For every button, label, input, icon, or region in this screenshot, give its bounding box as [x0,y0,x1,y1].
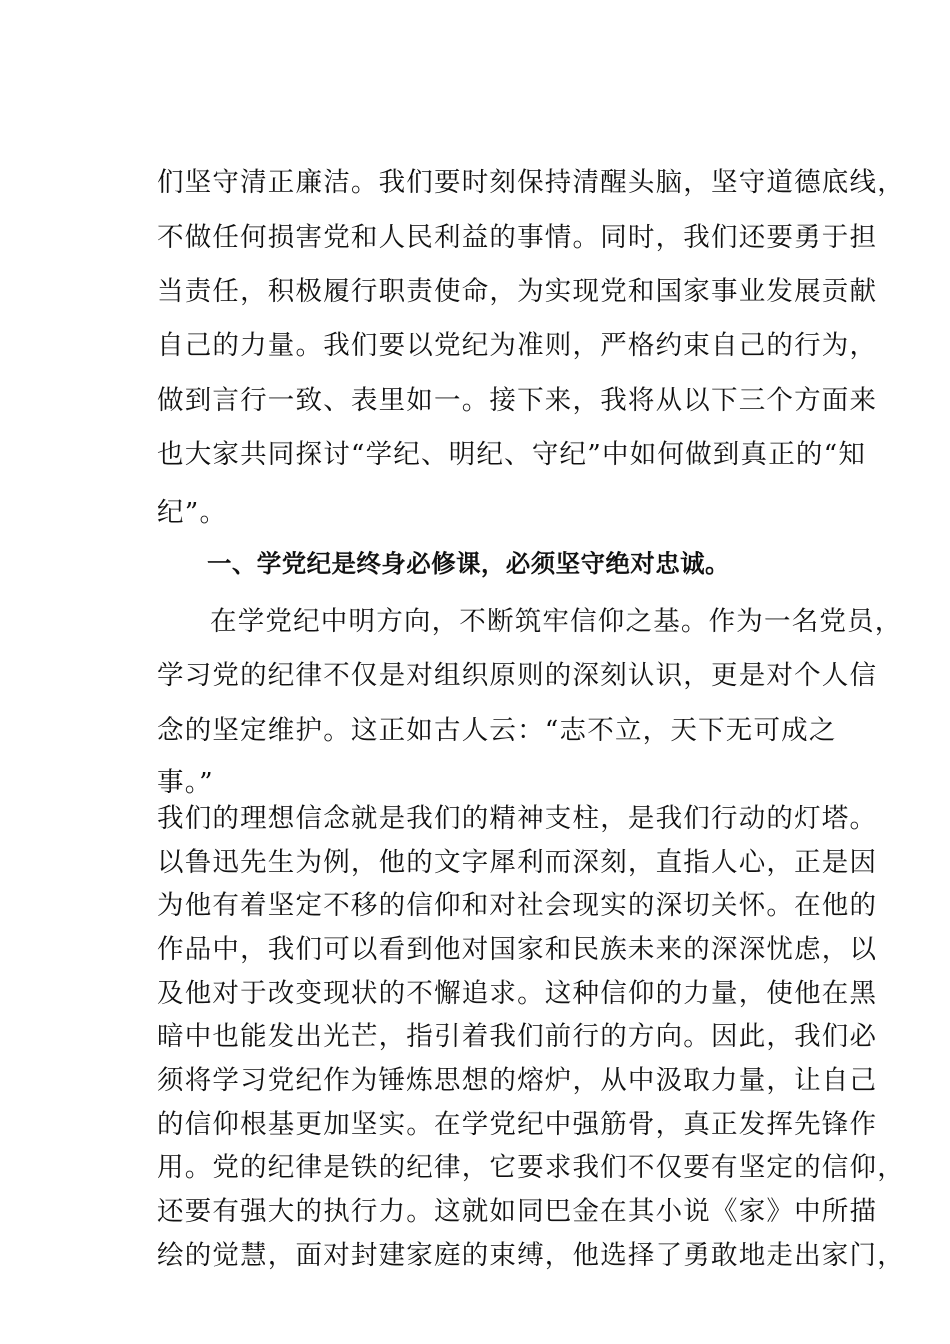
text-line: 事。” [157,767,214,798]
text-line: 自己的力量。我们要以党纪为准则，严格约束自己的行为， [157,330,878,361]
text-line: 为他有着坚定不移的信仰和对社会现实的深切关怀。在他的 [157,890,878,921]
text-line: 用。党的纪律是铁的纪律，它要求我们不仅要有坚定的信仰， [157,1152,905,1183]
text-line: 在学党纪中明方向，不断筑牢信仰之基。作为一名党员， [210,606,903,637]
text-line: 做到言行一致、表里如一。接下来，我将从以下三个方面来 [157,385,878,416]
text-line: 念的坚定维护。这正如古人云：“志不立，天下无可成之 [157,715,837,746]
text-line: 们坚守清正廉洁。我们要时刻保持清醒头脑，坚守道德底线， [157,167,905,198]
text-line: 不做任何损害党和人民利益的事情。同时，我们还要勇于担 [157,222,878,253]
text-line: 的信仰根基更加坚实。在学党纪中强筋骨，真正发挥先锋作 [157,1109,878,1140]
text-line: 绘的觉慧，面对封建家庭的束缚，他选择了勇敢地走出家门， [157,1240,905,1271]
text-line: 还要有强大的执行力。这就如同巴金在其小说《家》中所描 [157,1196,878,1227]
text-line: 也大家共同探讨“学纪、明纪、守纪”中如何做到真正的“知 [157,439,867,470]
text-line: 作品中，我们可以看到他对国家和民族未来的深深忧虑，以 [157,934,878,965]
section-heading: 一、学党纪是终身必修课，必须坚守绝对忠诚。 [207,549,730,578]
text-line: 纪”。 [157,497,228,528]
text-line: 须将学习党纪作为锤炼思想的熔炉，从中汲取力量，让自己 [157,1065,878,1096]
text-line: 学习党的纪律不仅是对组织原则的深刻认识，更是对个人信 [157,660,878,691]
text-line: 以鲁迅先生为例，他的文字犀利而深刻，直指人心，正是因 [157,847,878,878]
text-line: 暗中也能发出光芒，指引着我们前行的方向。因此，我们必 [157,1021,878,1052]
text-line: 当责任，积极履行职责使命，为实现党和国家事业发展贡献 [157,276,878,307]
text-line: 及他对于改变现状的不懈追求。这种信仰的力量，使他在黑 [157,978,878,1009]
text-line: 我们的理想信念就是我们的精神支柱，是我们行动的灯塔。 [157,803,878,834]
